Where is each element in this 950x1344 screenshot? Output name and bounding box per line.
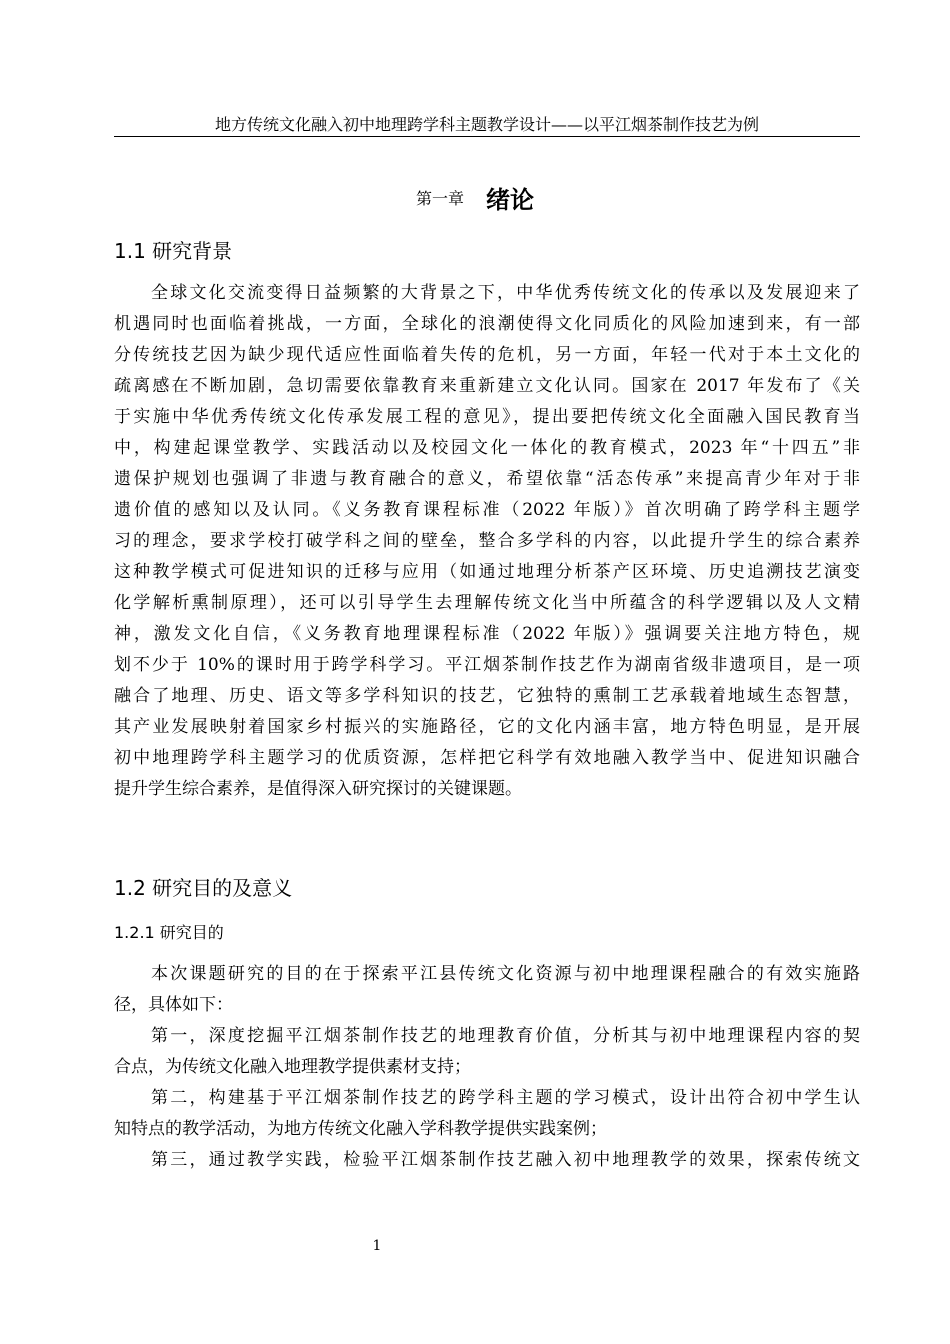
paragraph-purpose-item-1 [114, 1021, 860, 1083]
paragraph-line: 第三，通过教学实践，检验平江烟茶制作技艺融入初中地理教学的效果，探索传统文 [151, 1150, 860, 1170]
running-header: 地方传统文化融入初中地理跨学科主题教学设计——以平江烟茶制作技艺为例 [114, 116, 860, 137]
paragraph-line: 第二，构建基于平江烟茶制作技艺的跨学科主题的学习模式，设计出符合初中学生认 [151, 1088, 860, 1108]
paragraph-line: 化学解析熏制原理），还可以引导学生去理解传统文化当中所蕴含的科学逻辑以及人文精 [114, 593, 860, 613]
paragraph-line: 分传统技艺因为缺少现代适应性面临着失传的危机，另一方面，年轻一代对于本土文化的 [114, 345, 860, 365]
paragraph-purpose-item-3 [114, 1145, 860, 1176]
paragraph-line: 其产业发展映射着国家乡村振兴的实施路径，它的文化内涵丰富，地方特色明显，是开展 [114, 717, 860, 737]
paragraph-line: 第一，深度挖掘平江烟茶制作技艺的地理教育价值，分析其与初中地理课程内容的契 [151, 1026, 860, 1046]
section-heading-1-2: 1.2 研究目的及意义 [114, 876, 293, 900]
paragraph-line: 习的理念，要求学校打破学科之间的壁垒，整合多学科的内容，以此提升学生的综合素养 [114, 531, 860, 551]
paragraph-line: 提升学生综合素养，是值得深入研究探讨的关键课题。 [114, 779, 522, 799]
paragraph-line: 遗保护规划也强调了非遗与教育融合的意义，希望依靠“活态传承”来提高青少年对于非 [114, 469, 860, 489]
paragraph-line: 合点，为传统文化融入地理教学提供素材支持； [114, 1057, 471, 1077]
section-heading-1-1: 1.1 研究背景 [114, 239, 233, 263]
paragraph-line: 机遇同时也面临着挑战，一方面，全球化的浪潮使得文化同质化的风险加速到来，有一部 [114, 314, 860, 334]
paragraph-research-background [114, 278, 860, 805]
paragraph-line: 遗价值的感知以及认同。《义务教育课程标准（2022 年版）》首次明确了跨学科主题学 [114, 500, 860, 520]
paragraph-line: 初中地理跨学科主题学习的优质资源，怎样把它科学有效地融入教学当中、促进知识融合 [114, 748, 860, 768]
paragraph-line: 疏离感在不断加剧，急切需要依靠教育来重新建立文化认同。国家在 2017 年发布了《关 [114, 376, 860, 396]
page-number: 1 [372, 1238, 382, 1254]
paragraph-line: 于实施中华优秀传统文化传承发展工程的意见》，提出要把传统文化全面融入国民教育当 [114, 407, 860, 427]
subsection-heading-1-2-1: 1.2.1 研究目的 [114, 923, 224, 942]
paragraph-line: 神，激发文化自信，《义务教育地理课程标准（2022 年版）》强调要关注地方特色，规 [114, 624, 860, 644]
chapter-number: 第一章 [415, 189, 464, 208]
chapter-heading [0, 180, 950, 215]
paragraph-line: 本次课题研究的目的在于探索平江县传统文化资源与初中地理课程融合的有效实施路 [151, 964, 860, 984]
paragraph-line: 全球文化交流变得日益频繁的大背景之下，中华优秀传统文化的传承以及发展迎来了 [151, 283, 860, 303]
paragraph-purpose-item-2 [114, 1083, 860, 1145]
paragraph-line: 中，构建起课堂教学、实践活动以及校园文化一体化的教育模式，2023 年“十四五”非 [114, 438, 860, 458]
paragraph-line: 融合了地理、历史、语文等多学科知识的技艺，它独特的熏制工艺承载着地域生态智慧， [114, 686, 860, 706]
chapter-title: 绪论 [486, 186, 534, 214]
paragraph-line: 径，具体如下： [114, 995, 233, 1015]
paragraph-research-purpose-intro [114, 959, 860, 1021]
paragraph-line: 知特点的教学活动，为地方传统文化融入学科教学提供实践案例； [114, 1119, 607, 1139]
paragraph-line: 划不少于 10%的课时用于跨学科学习。平江烟茶制作技艺作为湖南省级非遗项目，是一项 [114, 655, 860, 675]
paragraph-line: 这种教学模式可促进知识的迁移与应用（如通过地理分析茶产区环境、历史追溯技艺演变 [114, 562, 860, 582]
